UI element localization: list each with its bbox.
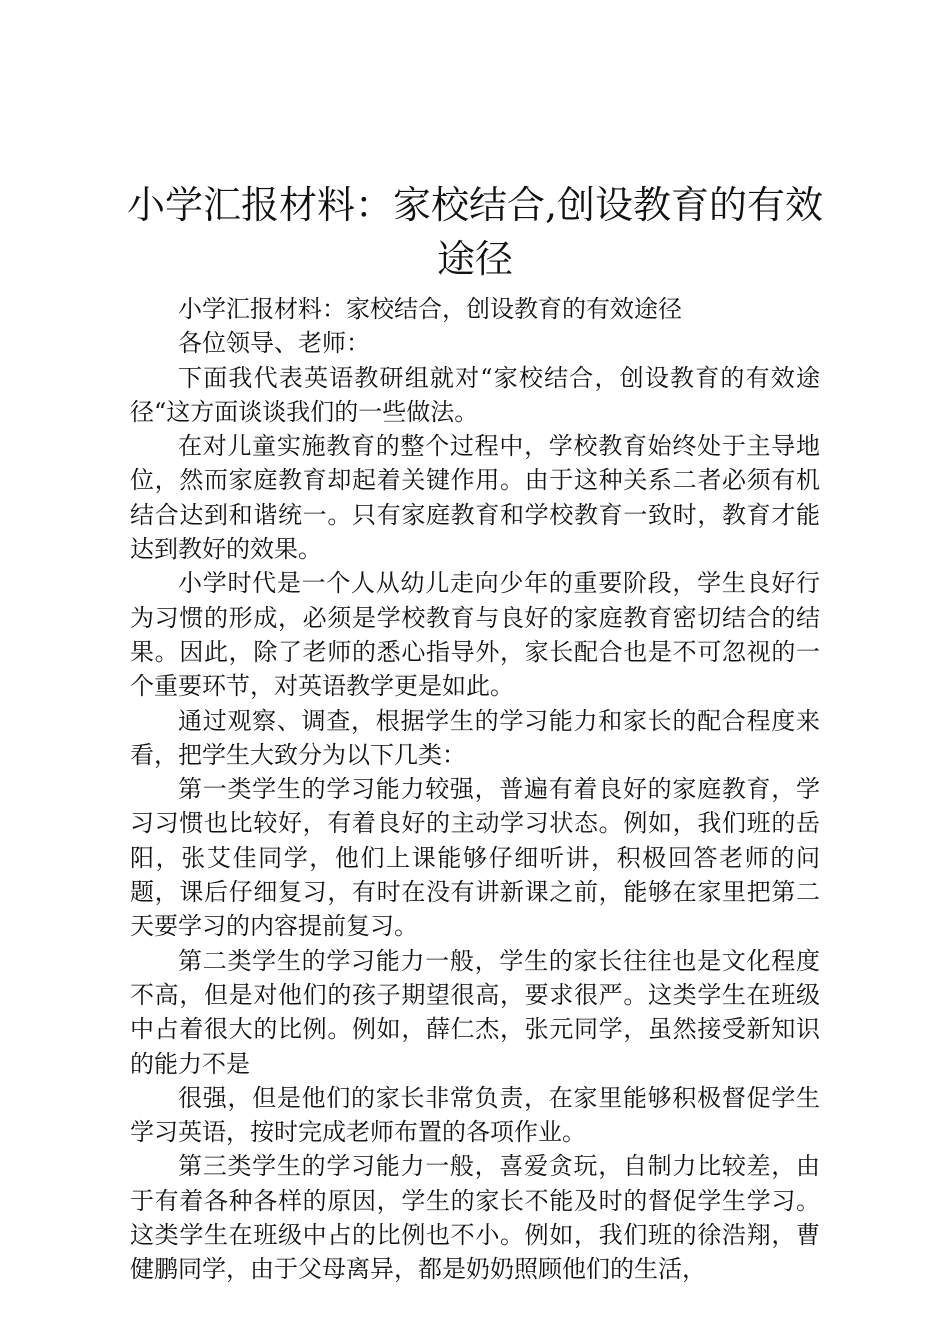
paragraph-subtitle: 小学汇报材料：家校结合，创设教育的有效途径 bbox=[178, 295, 682, 323]
paragraph-intro: 下面我代表英语教研组就对“家校结合，创设教育的有效途径“这方面谈谈我们的一些做法。 bbox=[130, 363, 820, 426]
paragraph-second-type: 第二类学生的学习能力一般，学生的家长往往也是文化程度不高，但是对他们的孩子期望很高，要求很严。这类学生在班级中占着很大的比例。例如，薛仁杰，张元同学，虽然接受新知识的能力不是 bbox=[130, 946, 820, 1078]
paragraph-salutation: 各位领导、老师： bbox=[178, 329, 370, 358]
paragraph-school-family-role: 在对儿童实施教育的整个过程中，学校教育始终处于主导地位，然而家庭教育却起着关键作用。由于这种关系二者必须有机结合达到和谐统一。只有家庭教育和学校教育一致时，教育才能达到教好的效果。 bbox=[130, 432, 820, 564]
paragraph-first-type: 第一类学生的学习能力较强，普遍有着良好的家庭教育，学习习惯也比较好，有着良好的主动学习状态。例如，我们班的岳阳，张艾佳同学，他们上课能够仔细听讲，积极回答老师的问题，课后仔细复习，有时在没有讲新课之前，能够在家里把第二天要学习的内容提前复习。 bbox=[130, 775, 820, 941]
paragraph-classification: 通过观察、调查，根据学生的学习能力和家长的配合程度来看，把学生大致分为以下几类： bbox=[130, 706, 820, 769]
document-body bbox=[130, 292, 820, 1287]
paragraph-primary-stage: 小学时代是一个人从幼儿走向少年的重要阶段，学生良好行为习惯的形成，必须是学校教育与良好的家庭教育密切结合的结果。因此，除了老师的悉心指导外，家长配合也是不可忽视的一个重要环节，对英语教学更是如此。 bbox=[130, 569, 820, 701]
document-title: 小学汇报材料：家校结合,创设教育的有效途径 bbox=[126, 183, 824, 281]
paragraph-third-type: 第三类学生的学习能力一般，喜爱贪玩，自制力比较差，由于有着各种各样的原因，学生的家长不能及时的督促学生学习。这类学生在班级中占的比例也不小。例如，我们班的徐浩翔，曹健鹏同学，由于父母离异，都是奶奶照顾他们的生活， bbox=[130, 1152, 820, 1284]
paragraph-second-type-cont: 很强，但是他们的家长非常负责，在家里能够积极督促学生学习英语，按时完成老师布置的各项作业。 bbox=[130, 1083, 820, 1147]
